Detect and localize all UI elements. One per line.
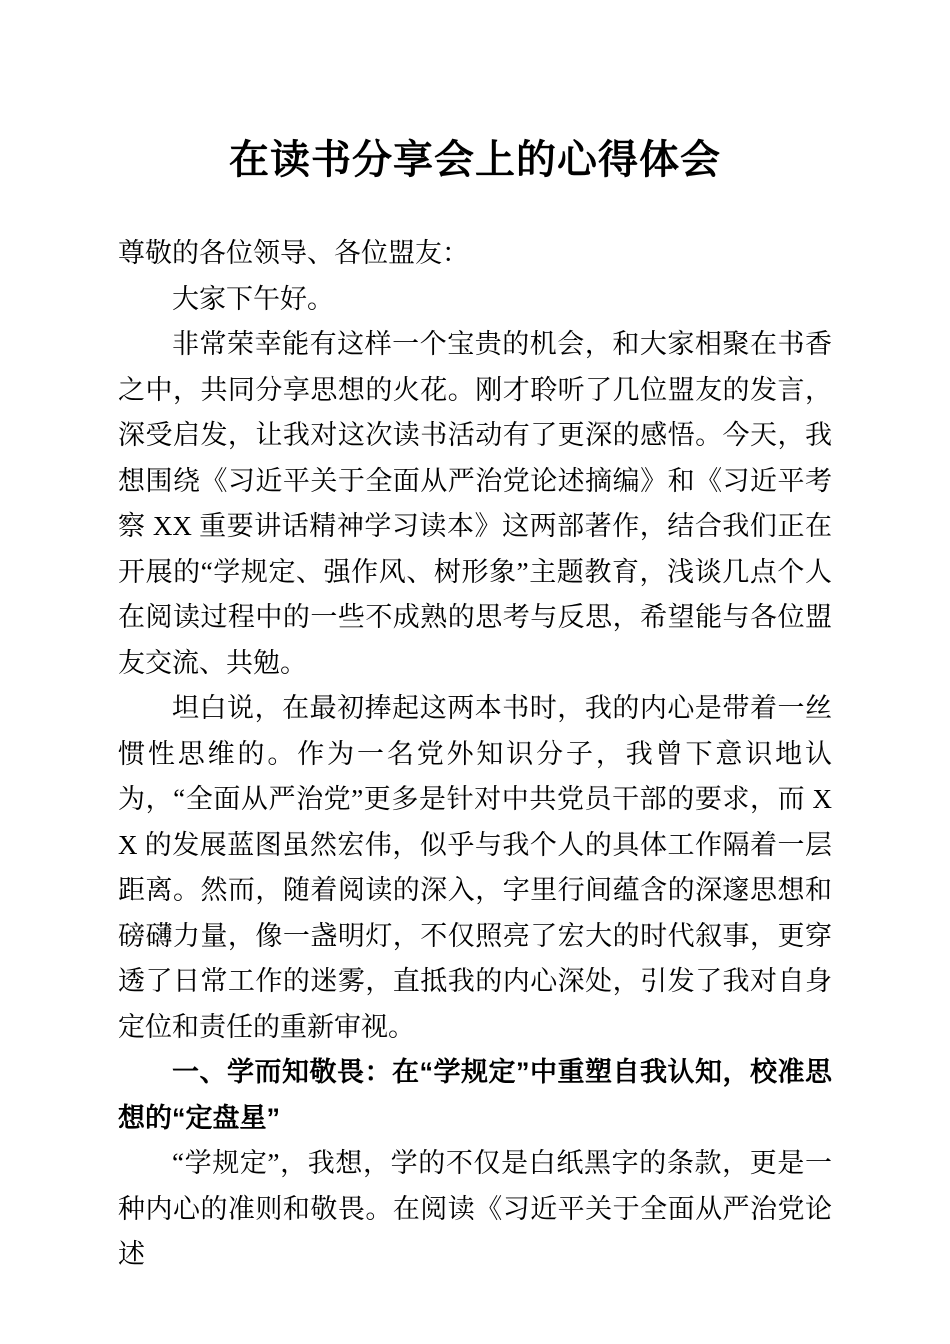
paragraph-reflection: 坦白说，在最初捧起这两本书时，我的内心是带着一丝惯性思维的。作为一名党外知识分子，我曾下意识地认为，“全面从严治党”更多是针对中共党员干部的要求，而 XX 的发展蓝图虽然宏伟，似乎与我个人的具体工作隔着一层距离。然而，随着阅读的深入，字里行间蕴含的深邃思想和磅礴力量，像一盏明灯，不仅照亮了宏大的时代叙事，更穿透了日常工作的迷雾，直抵我的内心深处，引发了我对自身定位和责任的重新审视。 bbox=[118, 693, 832, 1042]
salutation-line: 尊敬的各位领导、各位盟友： bbox=[118, 238, 469, 268]
paragraph-opening: 非常荣幸能有这样一个宝贵的机会，和大家相聚在书香之中，共同分享思想的火花。刚才聆听了几位盟友的发言，深受启发，让我对这次读书活动有了更深的感悟。今天，我想围绕《习近平关于全面从严治党论述摘编》和《习近平考察 XX 重要讲话精神学习读本》这两部著作，结合我们正在开展的“学规定、强作风、树形象”主题教育，浅谈几点个人在阅读过程中的一些不成熟的思考与反思，希望能与各位盟友交流、共勉。 bbox=[118, 329, 832, 678]
document-title: 在读书分享会上的心得体会 bbox=[229, 137, 721, 182]
section-heading-1: 一、学而知敬畏：在“学规定”中重塑自我认知，校准思想的“定盘星” bbox=[118, 1057, 832, 1133]
greeting-line: 大家下午好。 bbox=[172, 283, 334, 314]
paragraph-section1-body: “学规定”，我想，学的不仅是白纸黑字的条款，更是一种内心的准则和敬畏。在阅读《习近平关于全面从严治党论述 bbox=[118, 1148, 832, 1269]
